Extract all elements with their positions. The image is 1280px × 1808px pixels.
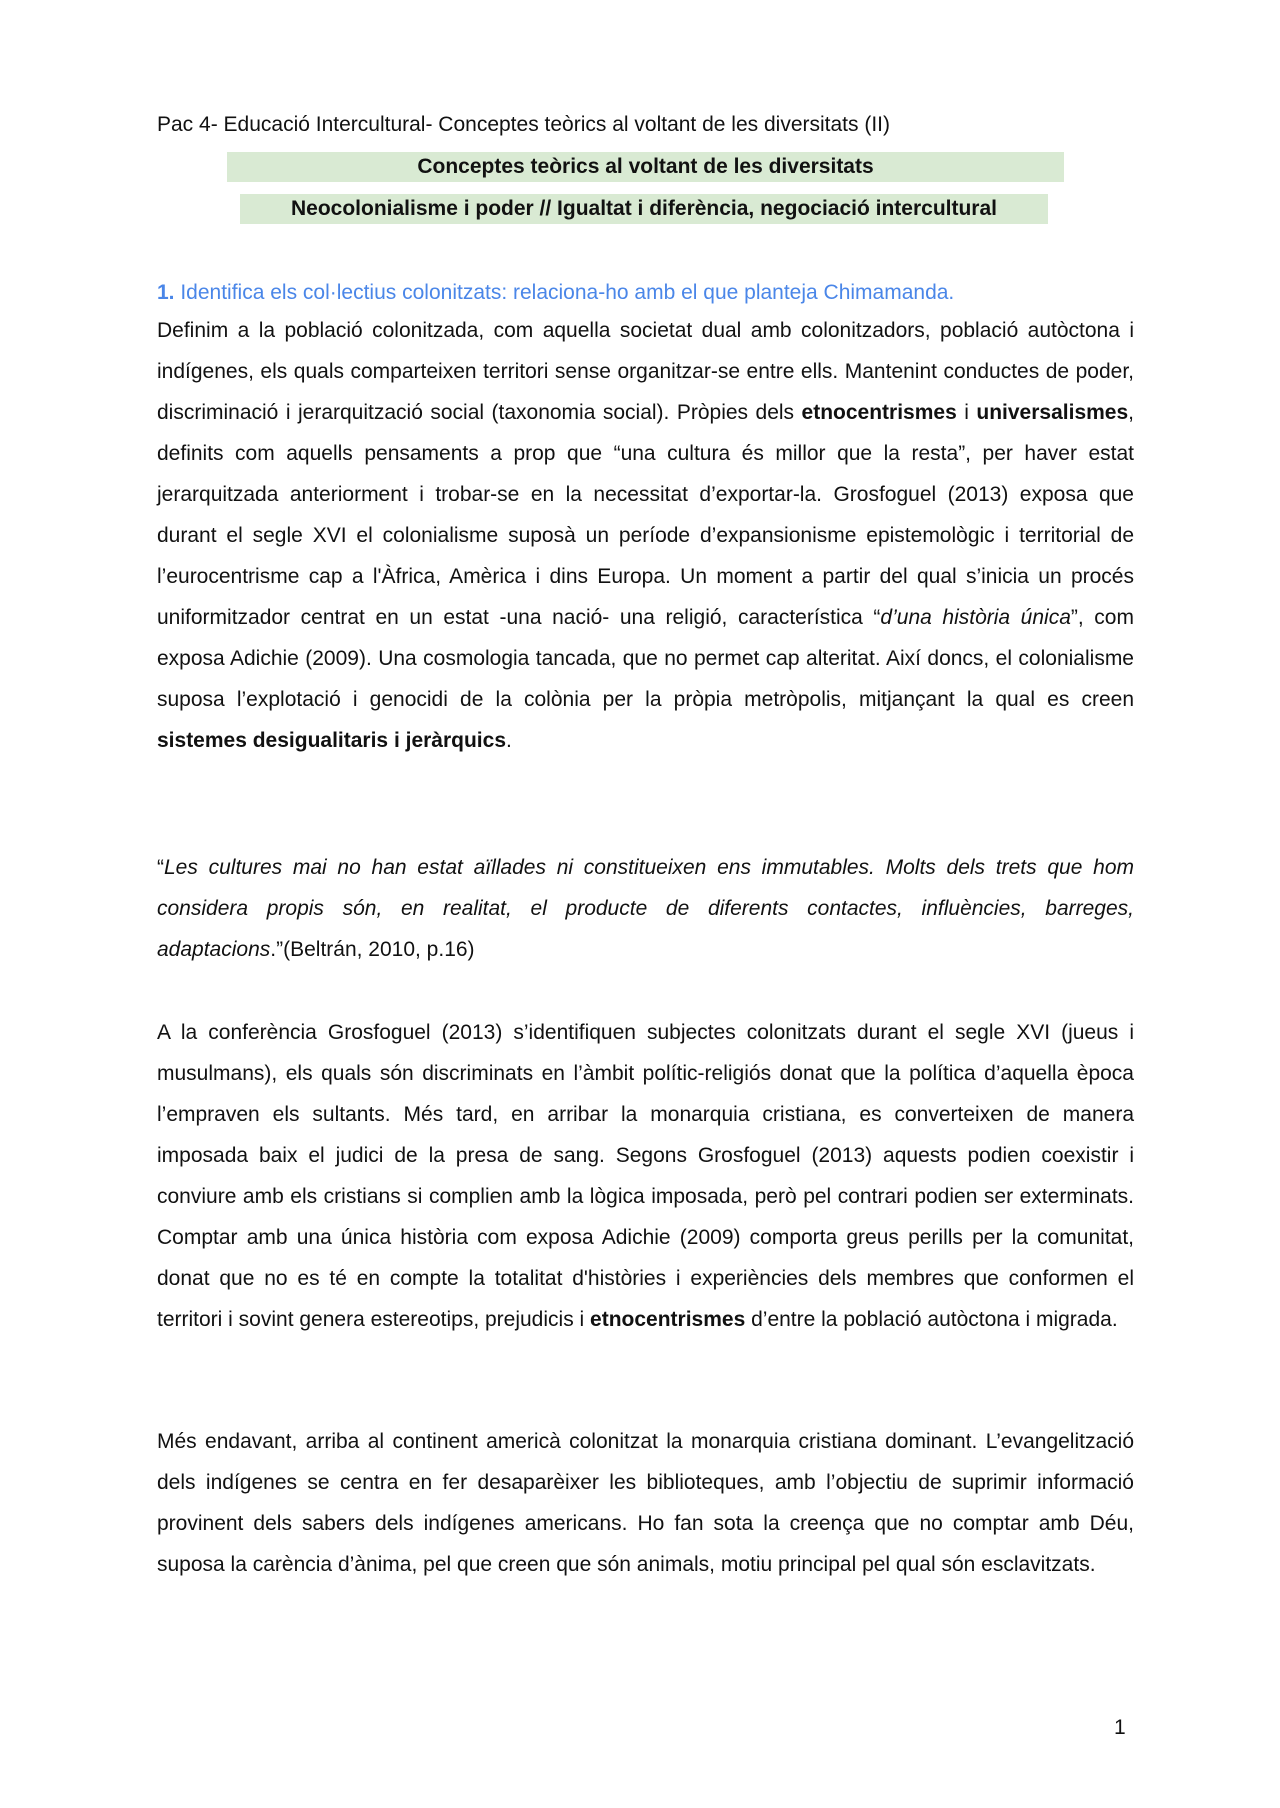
paragraph-1-text-c: i: [956, 401, 977, 424]
paragraph-1-text-e: , definits com aquells pensaments a prop que “una cultura és millor que la resta”, per haver estat jerarquitzada anteriorment i trobar-se en la necessitat d’exportar-la. Grosfoguel (2013) exposa que durant el segle XVI el colonialisme suposà un període d’expansionisme epistemològic i territorial de l’eurocentrisme cap a l'Àfrica, Amèrica i dins Europa. Un moment a partir del qual s’inicia un procés uniformitzador centrat en un estat -una nació- una religió, característica “: [157, 401, 1134, 629]
paragraph-1-text-i: .: [506, 729, 512, 752]
paragraph-1: [157, 310, 1134, 761]
paragraph-2: [157, 1012, 1134, 1340]
document-header: Pac 4- Educació Intercultural- Conceptes teòrics al voltant de les diversitats (II): [157, 113, 890, 136]
term-etnocentrismes-2: etnocentrismes: [590, 1308, 746, 1331]
quote-open: “: [157, 856, 164, 879]
term-etnocentrismes: etnocentrismes: [801, 401, 957, 424]
paragraph-2-text-a: A la conferència Grosfoguel (2013) s’identifiquen subjectes colonitzats durant el segle XVI (jueus i musulmans), els quals són discriminats en l’àmbit polític-religiós donat que la política d’aquella època l’empraven els sultants. Més tard, en arribar la monarquia cristiana, es converteixen de manera imposada baix el judici de la presa de sang. Segons Grosfoguel (2013) aquests podien coexistir i conviure amb els cristians si complien amb la lògica imposada, però pel contrari podien ser exterminats. Comptar amb una única història com exposa Adichie (2009) comporta greus perills per la comunitat, donat que no es té en compte la totalitat d'històries i experiències dels membres que conformen el territori i sovint genera estereotips, prejudicis i: [157, 1021, 1134, 1331]
question-number: 1.: [157, 281, 175, 304]
paragraph-3-text: Més endavant, arriba al continent americà colonitzat la monarquia cristiana dominant. L’evangelització dels indígenes se centra en fer desaparèixer les biblioteques, amb l’objectiu de suprimir informació provinent dels sabers dels indígenes americans. Ho fan sota la creença que no comptar amb Déu, suposa la carència d’ànima, pel que creen que són animals, motiu principal pel qual són esclavitzats.: [157, 1430, 1134, 1576]
banner-subtitle: Neocolonialisme i poder // Igualtat i diferència, negociació intercultural: [240, 194, 1048, 224]
paragraph-1-text-a: Definim a la població colonitzada, com aquella societat dual amb colonitzadors, població autòctona i indígenes, els quals comparteixen territori sense organitzar-se entre ells. Mantenint conductes de poder, discriminació i jerarquització social (taxonomia social). Pròpies dels: [157, 319, 1134, 424]
term-sistemes-desigualitaris: sistemes desigualitaris i jeràrquics: [157, 729, 507, 752]
quote-beltran: [157, 847, 1134, 970]
quote-italic-text: Les cultures mai no han estat aïllades ni constitueixen ens immutables. Molts dels trets que hom considera propis són, en realitat, el producte de diferents contactes, influències, barreges, adaptacions: [157, 856, 1134, 961]
question-text: Identifica els col·lectius colonitzats: relaciona-ho amb el que planteja Chimamanda.: [174, 281, 955, 304]
paragraph-3: [157, 1421, 1134, 1585]
question-1: [157, 272, 1134, 313]
phrase-historia-unica: d’una història única: [880, 606, 1071, 629]
term-universalismes: universalismes: [976, 401, 1129, 424]
paragraph-2-text-c: d’entre la població autòctona i migrada.: [745, 1308, 1118, 1331]
paragraph-1-text-g: ”, com exposa Adichie (2009). Una cosmologia tancada, que no permet cap alteritat. Així doncs, el colonialisme suposa l’explotació i genocidi de la colònia per la pròpia metròpolis, mitjançant la qual es creen: [157, 606, 1134, 711]
page-number: 1: [1114, 1716, 1126, 1739]
banner-title: Conceptes teòrics al voltant de les diversitats: [227, 152, 1064, 182]
quote-citation: .”(Beltrán, 2010, p.16): [270, 938, 475, 961]
